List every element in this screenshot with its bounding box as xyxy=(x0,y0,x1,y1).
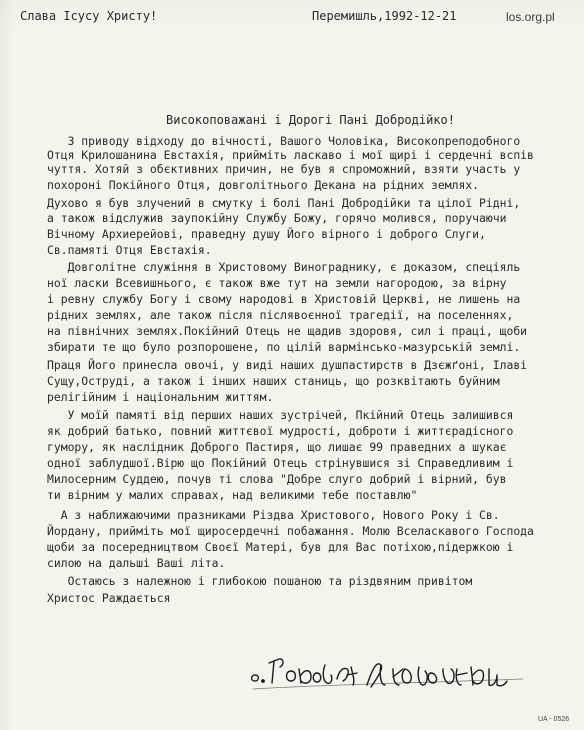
letter-line: силою на дальші Ваші літа. xyxy=(47,556,226,570)
letter-line: Милосерним Суддею, почув ті слова "Добре слуго добрий і вірний, був xyxy=(47,472,507,486)
letter-line: рідних землях, але також після післявоєнної трагедії, на поселеннях, xyxy=(47,308,514,322)
letter-line: і ревну службу Богу і свому народові в Христовій Церкві, не лишень на xyxy=(47,292,521,306)
letter-line: як добрий батько, повний життєвої мудрості, доброти і життєрадісного xyxy=(47,424,514,438)
letter-line: ти вірним у малих справах, над великими тебе поставлю" xyxy=(47,488,418,502)
letter-line: З приводу відходу до вічності, Вашого Чоловіка, Високопреподобного xyxy=(47,134,521,148)
document-code: UA - 0526 xyxy=(538,716,570,723)
letter-line: Св.памяті Отця Евстахія. xyxy=(47,243,212,257)
letter-line: Довголітне служіння в Христовому Винограднику, є доказом, спеціяль xyxy=(47,260,521,274)
letter-line: похороні Покійного Отця, довголітнього Декана на рідних землях. xyxy=(47,178,480,192)
letter-line: Йордану, прийміть мої щиросердечні побажання. Молю Вселаскавого Господа xyxy=(47,524,534,538)
letter-line: ної ласки Всевишнього, є також вже тут на земли нагородою, за вірну xyxy=(47,276,507,290)
letter-line: А з наближаючими празниками Різдва Христового, Нового Року і Св. xyxy=(47,508,500,522)
letter-line: Сущу,Оструді, а також і інших наших станиць, що розквітають буйним xyxy=(47,374,500,388)
letter-salutation: Високоповажані і Дорогі Пані Добродійко! xyxy=(166,113,455,127)
letter-line: а також відслужив заупокійну Службу Божу, горячо молився, поручаючи xyxy=(47,211,507,225)
handwritten-signature xyxy=(247,645,547,700)
letter-line: одної заблудшої.Вірю що Покійний Отець стрінувшися зі Справедливим і xyxy=(47,456,514,470)
letter-line: збирати те що було розпорошене, по цілій вармінсько-мазурській землі. xyxy=(47,340,521,354)
letter-line: Христос Раждається xyxy=(47,591,171,605)
letter-line: релігійним і національним життям. xyxy=(47,390,274,404)
letter-line: У моїй памяті від перших наших зустрічей, Пкійний Отець залишився xyxy=(47,408,514,422)
letter-line: Духово я був злучений в смутку і болі Пані Добродійки та цілої Рідні, xyxy=(47,196,521,210)
letter-line: гумору, як наслідник Доброго Пастиря, що лишає 99 праведних а шукає xyxy=(47,440,507,454)
letter-line: щоби за посередництвом Своєї Матері, був для Вас потіхою,підержкою і xyxy=(47,540,514,554)
letter-line: на північних землях.Покійний Отець не щадив здоровя, сил і праці, щоби xyxy=(47,324,528,338)
greeting-line: Слава Ісусу Христу! xyxy=(20,9,158,23)
letter-line: Остаюсь з належною і глибокою пошаною та різдвяним привітом xyxy=(47,574,473,588)
letter-line: чуття. Хотяй з обєктивних причин, не був я спроможний, взяти участь у xyxy=(47,162,521,176)
site-watermark: los.org.pl xyxy=(506,10,555,24)
letter-line: Отця Крилошанина Евстахія, прийміть ласкаво і мої щирі і сердечні вспів xyxy=(47,148,534,162)
letter-line: Вічному Архиерейові, праведну душу Його вірного і доброго Слуги, xyxy=(47,227,486,241)
place-date-line: Перемишль,1992-12-21 xyxy=(312,9,457,23)
letter-line: Праця Його принесла овочі, у виді наших душпастирств в Дзєжґоні, Ілаві xyxy=(47,358,528,372)
